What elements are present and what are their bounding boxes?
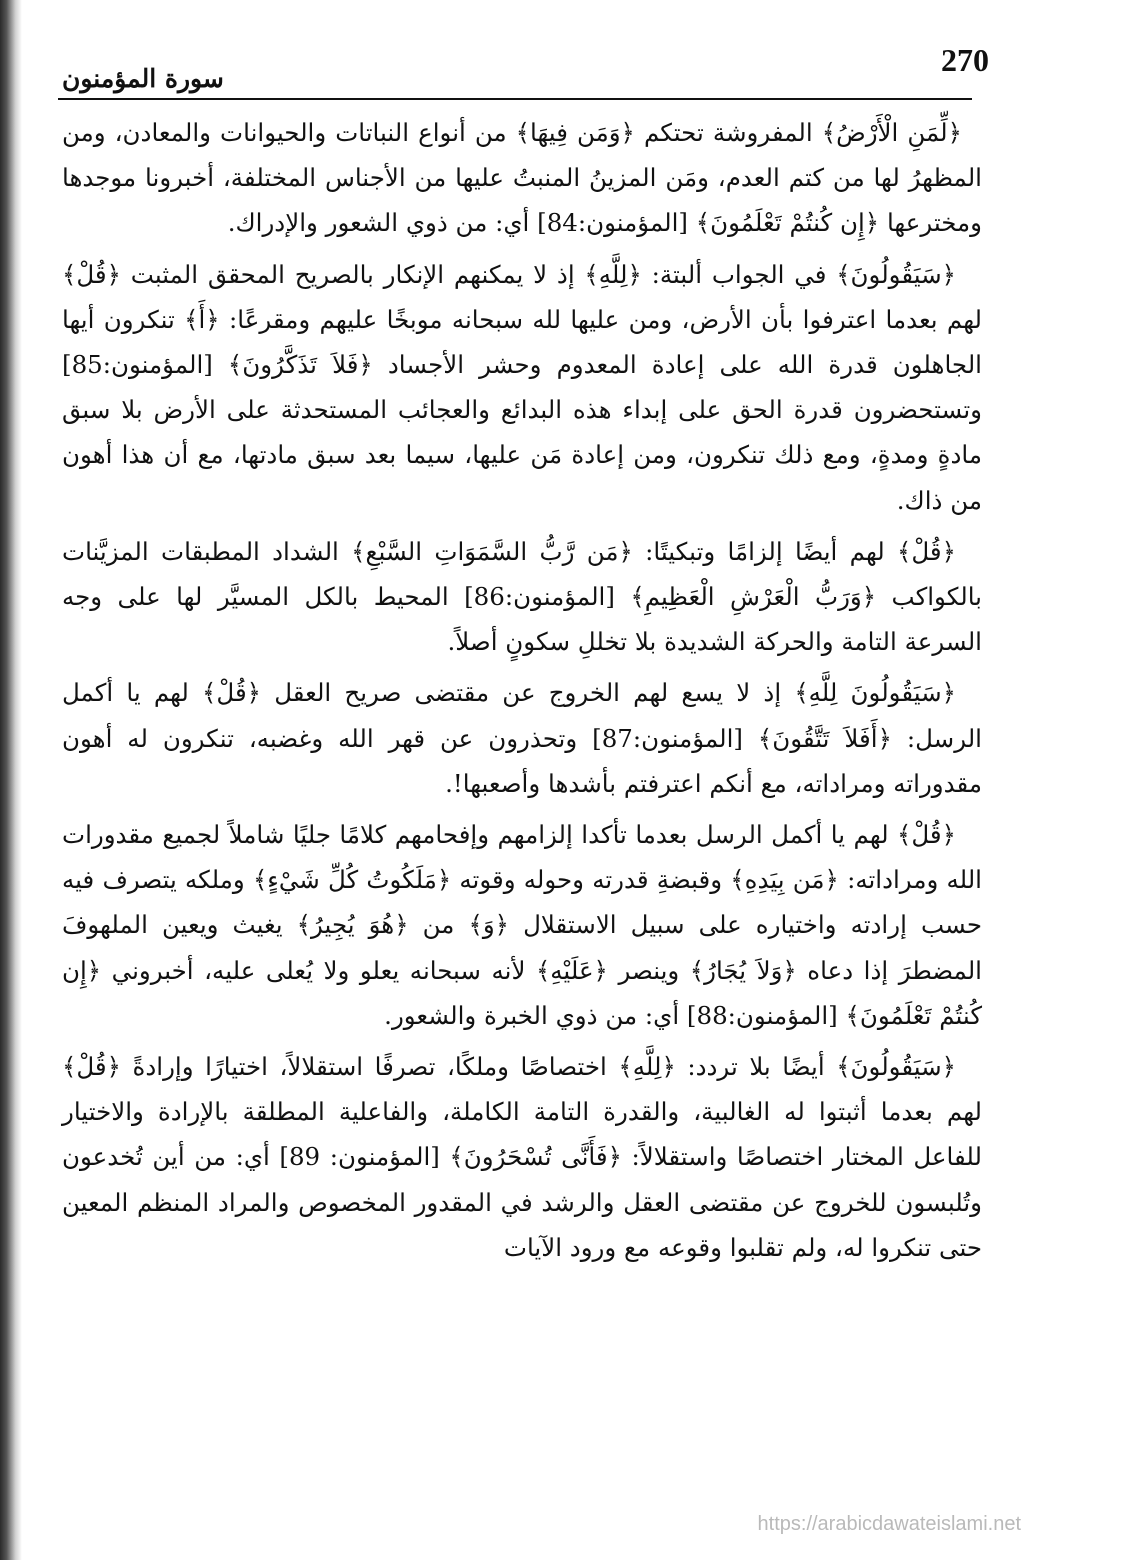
- paragraph: ﴿سَيَقُولُونَ﴾ أيضًا بلا تردد: ﴿لِلَّهِ﴾ اختصاصًا وملكًا، تصرفًا استقلالاً، اختيارًا وإرادةً ﴿قُلْ﴾ لهم بعدما أثبتوا له الغالبية، والقدرة التامة الكاملة، والفاعلية المطلقة بالإرادة والاختيار للفاعل المختار اختصاصًا واستقلالاً: ﴿فَأَنَّى تُسْحَرُونَ﴾ [المؤمنون: 89] أي: من أين تُخدعون وتُلبسون للخروج عن مقتضى العقل والرشد في المقدور المخصوص والمراد المنظم المعين حتى تنكروا له، ولم تقلبوا وقوعه مع ورود الآيات: [62, 1052, 982, 1262]
- page-header: [58, 36, 989, 98]
- scan-edge-shadow: [0, 0, 22, 1560]
- page-body: [62, 110, 982, 1276]
- paragraph: ﴿لِّمَنِ الْأَرْضُ﴾ المفروشة تحتكم ﴿وَمَن فِيهَا﴾ من أنواع النباتات والحيوانات والمعادن، ومن المظهرُ لها من كتم العدم، ومَن المزينُ المنبتُ عليها من الأجناس المختلفة، أخبرونا موجدها ومخترعها ﴿إِن كُنتُمْ تَعْلَمُونَ﴾ [المؤمنون:84] أي: من ذوي الشعور والإدراك.: [62, 118, 982, 238]
- paragraph: ﴿سَيَقُولُونَ﴾ في الجواب ألبتة: ﴿لِلَّهِ﴾ إذ لا يمكنهم الإنكار بالصريح المحقق المثبت ﴿قُلْ﴾ لهم بعدما اعترفوا بأن الأرض، ومن عليها لله سبحانه موبخًا عليهم ومقرعًا: ﴿أَ﴾ تنكرون أيها الجاهلون قدرة الله على إعادة المعدوم وحشر الأجساد ﴿فَلاَ تَذَكَّرُونَ﴾ [المؤمنون:85] وتستحضرون قدرة الحق على إبداء هذه البدائع والعجائب المستحدثة على الأرض بلا سبق مادةٍ ومدةٍ، ومع ذلك تنكرون، ومن إعادة مَن عليها، سيما بعد سبق مادتها، مع أن هذا أهون من ذاك.: [62, 259, 982, 515]
- paragraph: ﴿قُلْ﴾ لهم أيضًا إلزامًا وتبكيتًا: ﴿مَن رَّبُّ السَّمَوَاتِ السَّبْعِ﴾ الشداد المطبقات المزيَّنات بالكواكب ﴿وَرَبُّ الْعَرْشِ الْعَظِيمِ﴾ [المؤمنون:86] المحيط بالكل المسيَّر لها على وجه السرعة التامة والحركة الشديدة بلا تخللِ سكونٍ أصلاً.: [62, 536, 982, 657]
- surah-title: سورة المؤمنون: [62, 64, 224, 93]
- header-divider: [58, 98, 972, 100]
- watermark-url: https://arabicdawateislami.net: [757, 1513, 1021, 1535]
- page-number: 270: [941, 42, 989, 78]
- paragraph: ﴿قُلْ﴾ لهم يا أكمل الرسل بعدما تأكدا إلزامهم وإفحامهم كلامًا جليًا شاملاً لجميع مقدورات الله ومراداته: ﴿مَن بِيَدِهِ﴾ وقبضةِ قدرته وحوله وقوته ﴿مَلَكُوتُ كُلِّ شَيْءٍ﴾ وملكه يتصرف فيه حسب إرادته واختياره على سبيل الاستقلال ﴿وَ﴾ من ﴿هُوَ يُجِيرُ﴾ يغيث ويعين الملهوفَ المضطرَ إذا دعاه ﴿وَلاَ يُجَارُ﴾ وينصر ﴿عَلَيْهِ﴾ لأنه سبحانه يعلو ولا يُعلى عليه، أخبروني ﴿إِن كُنتُمْ تَعْلَمُونَ﴾ [المؤمنون:88] أي: من ذوي الخبرة والشعور.: [62, 820, 982, 1030]
- paragraph: ﴿سَيَقُولُونَ لِلَّهِ﴾ إذ لا يسع لهم الخروج عن مقتضى صريح العقل ﴿قُلْ﴾ لهم يا أكمل الرسل: ﴿أَفَلاَ تَتَّقُونَ﴾ [المؤمنون:87] وتحذرون عن قهر الله وغضبه، تنكرون له أهون مقدوراته ومراداته، مع أنكم اعترفتم بأشدها وأصعبها!.: [62, 678, 982, 798]
